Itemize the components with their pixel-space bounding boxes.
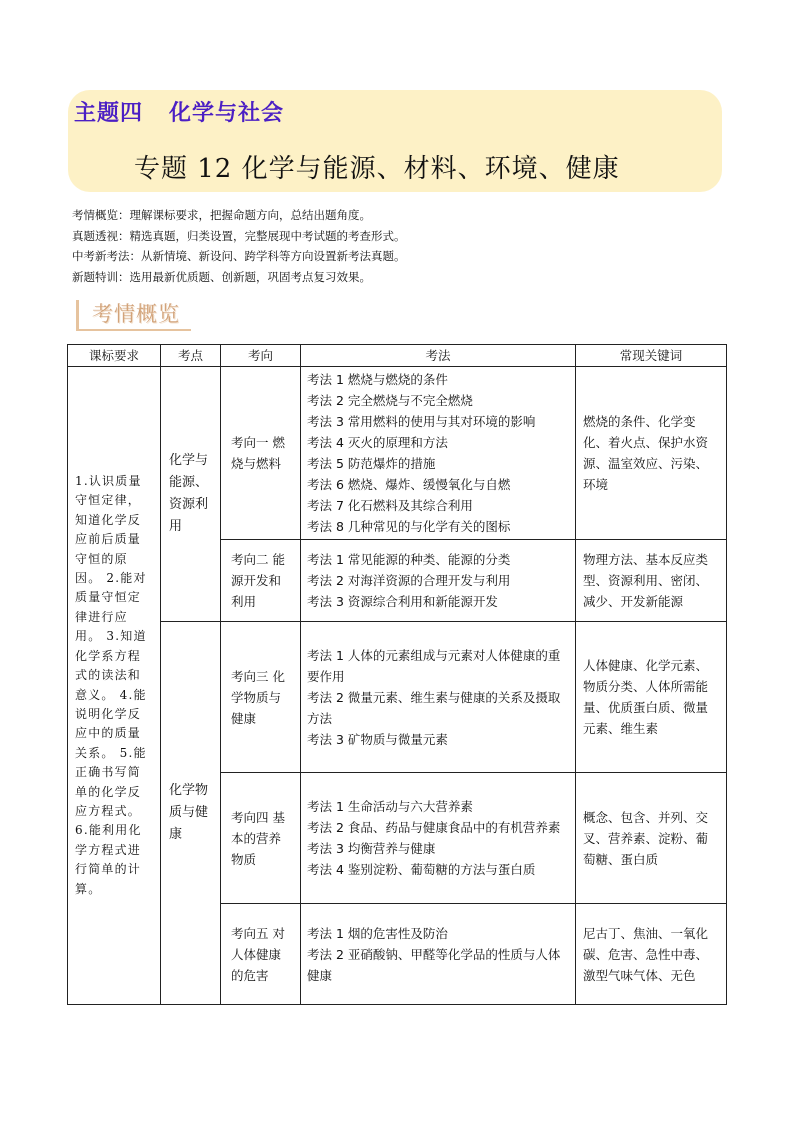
law-cell [301,904,576,1005]
keywords-cell: 物理方法、基本反应类型、资源利用、密闭、减少、开发新能源 [576,540,727,622]
law-item: 考法 2 对海洋资源的合理开发与利用 [307,573,511,588]
point-cell: 化学物质与健康 [161,622,221,1005]
law-item: 考法 1 生命活动与六大营养素 [307,799,473,814]
keywords-cell: 概念、包含、并列、交叉、营养素、淀粉、葡萄糖、蛋白质 [576,773,727,904]
law-item: 考法 7 化石燃料及其综合利用 [307,498,473,513]
intro-list [72,205,406,287]
header-cell: 常现关键词 [576,345,727,367]
direction-cell: 考向二 能源开发和利用 [221,540,301,622]
header-cell: 考点 [161,345,221,367]
law-cell [301,367,576,540]
intro-line: 新题特训：选用最新优质题、创新题，巩固考点复习效果。 [72,269,371,284]
intro-line: 考情概览：理解课标要求，把握命题方向，总结出题角度。 [72,208,371,222]
law-item: 考法 3 矿物质与微量元素 [307,731,448,747]
law-item: 考法 1 常见能源的种类、能源的分类 [307,552,511,567]
keywords-cell: 人体健康、化学元素、物质分类、人体所需能量、优质蛋白质、微量元素、维生素 [576,622,727,773]
law-item: 考法 5 防范爆炸的措施 [307,456,436,471]
law-item: 考法 1 燃烧与燃烧的条件 [307,372,448,387]
law-cell [301,773,576,904]
law-cell [301,540,576,622]
law-item: 考法 2 完全燃烧与不完全燃烧 [307,393,473,408]
law-item: 考法 3 资源综合利用和新能源开发 [307,594,498,609]
table-row [68,367,727,540]
direction-cell: 考向一 燃烧与燃料 [221,367,301,540]
law-item: 考法 2 食品、药品与健康食品中的有机营养素 [307,820,561,835]
point-cell: 化学与能源、资源利用 [161,367,221,622]
keywords-cell: 燃烧的条件、化学变化、着火点、保护水资源、温室效应、污染、环境 [576,367,727,540]
law-item: 考法 4 鉴别淀粉、葡萄糖的方法与蛋白质 [307,862,536,877]
theme-name: 化学与社会 [169,101,285,126]
table-header-row [68,345,727,367]
direction-cell: 考向三 化学物质与健康 [221,622,301,773]
section-heading-text: 考情概览 [92,302,180,326]
page-title: 专题 12 化学与能源、材料、环境、健康 [134,154,620,184]
intro-line: 真题透视：精选真题，归类设置，完整展现中考试题的考查形式。 [72,228,406,243]
law-item: 考法 3 常用燃料的使用与其对环境的影响 [307,414,536,429]
law-item: 考法 2 亚硝酸钠、甲醛等化学品的性质与人体健康 [307,946,561,983]
exam-overview-table [67,344,727,1005]
law-item: 考法 4 灭火的原理和方法 [307,435,448,450]
intro-line: 中考新考法：从新情境、新设问、跨学科等方向设置新考法真题。 [72,249,406,263]
theme-label [74,96,310,127]
table-row [68,622,727,773]
header-cell: 考向 [221,345,301,367]
header-cell: 考法 [301,345,576,367]
law-item: 考法 1 烟的危害性及防治 [307,925,448,941]
law-cell [301,622,576,773]
law-item: 考法 2 微量元素、维生素与健康的关系及摄取方法 [307,689,561,726]
keywords-cell: 尼古丁、焦油、一氧化碳、危害、急性中毒、激型气味气体、无色 [576,904,727,1005]
law-item: 考法 8 几种常见的与化学有关的图标 [307,519,511,534]
law-item: 考法 3 均衡营养与健康 [307,841,436,856]
section-heading [76,296,191,332]
heading-underline [76,329,191,331]
law-item: 考法 6 燃烧、爆炸、缓慢氧化与自燃 [307,477,511,492]
law-item: 考法 1 人体的元素组成与元素对人体健康的重要作用 [307,647,561,684]
theme-number: 主题四 [74,101,144,126]
direction-cell: 考向四 基本的营养物质 [221,773,301,904]
heading-bar [76,300,79,330]
direction-cell: 考向五 对人体健康的危害 [221,904,301,1005]
requirements-cell: 1.认识质量守恒定律，知道化学反应前后质量守恒的原因。 2.能对质量守恒定律进行应用。 3.知道化学系方程式的读法和意义。 4.能说明化学反应中的质量关系。 5.能正确书写简单的化学反应方程式。 6.能利用化学方程式进行简单的计算。 [68,367,161,1005]
header-cell: 课标要求 [68,345,161,367]
